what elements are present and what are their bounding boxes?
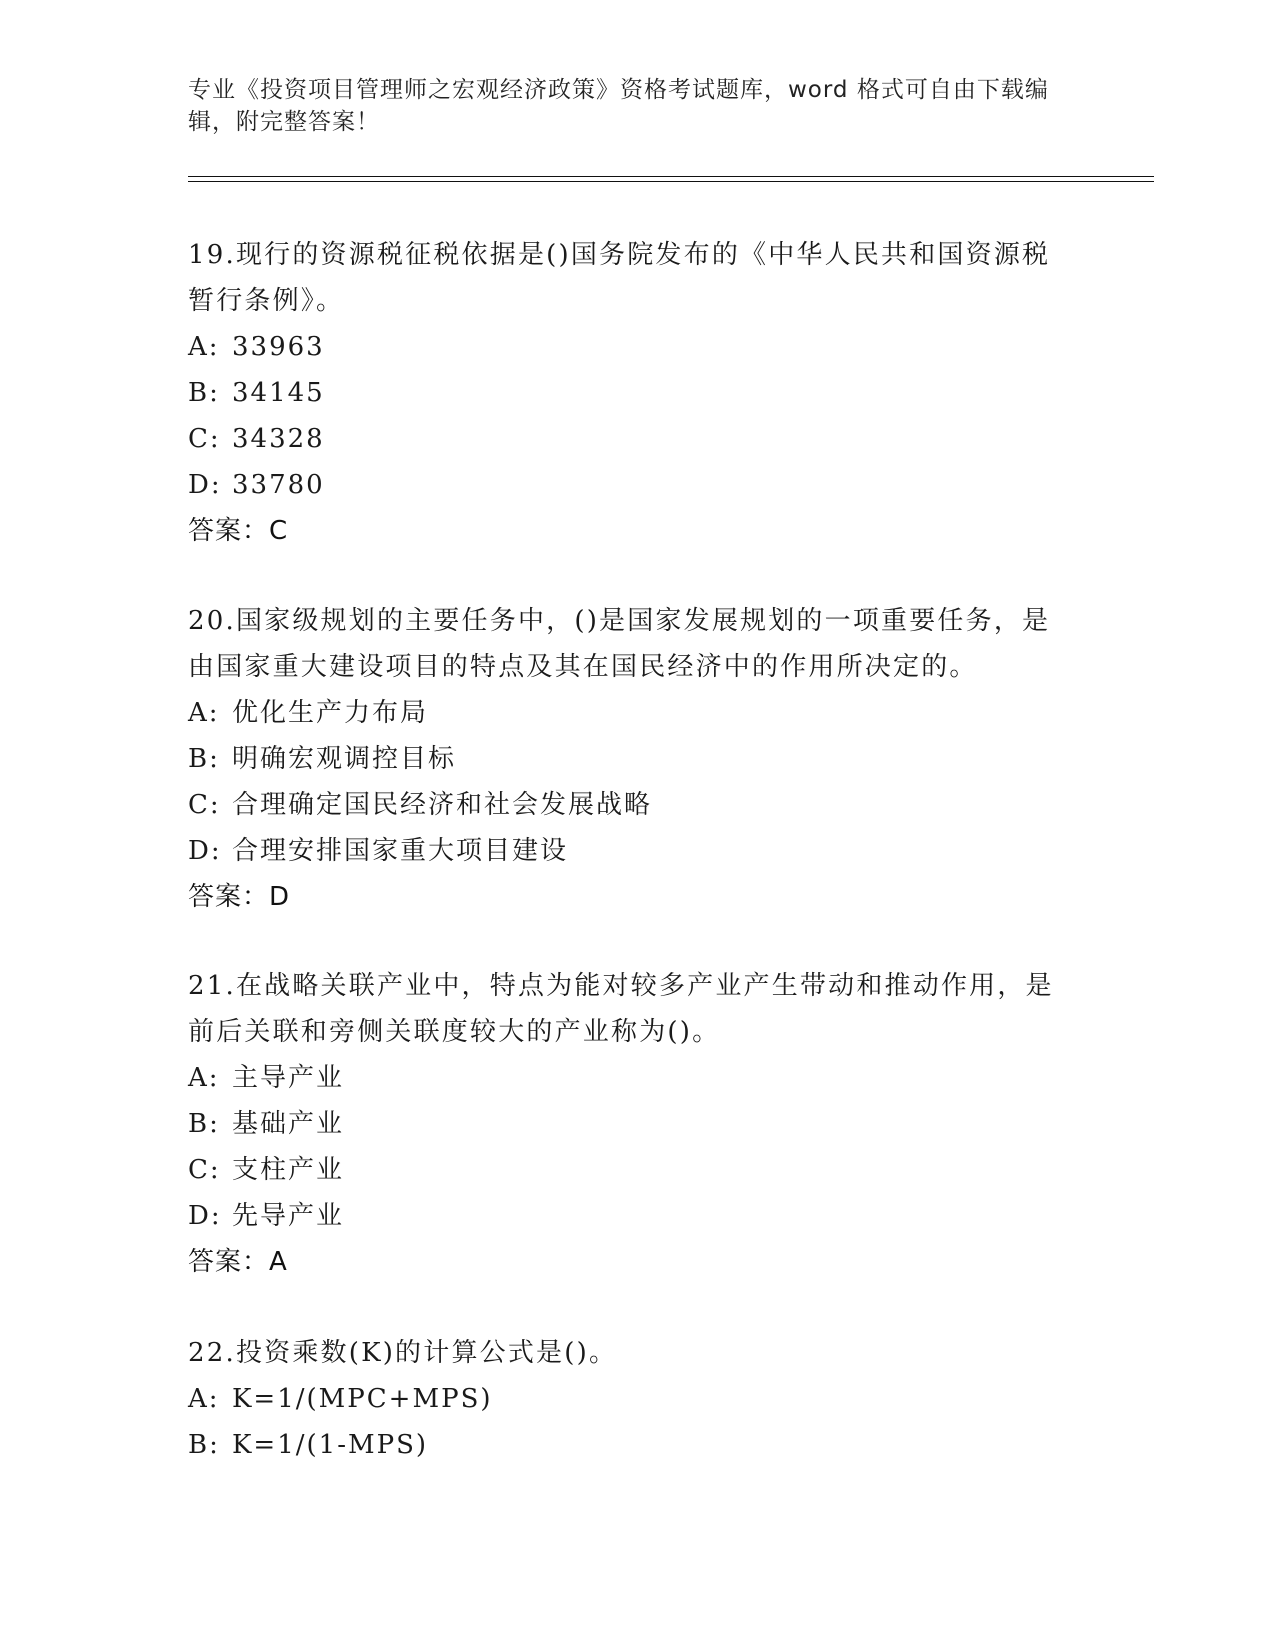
- answer-label: 答案：A: [188, 1247, 288, 1277]
- header-line-2: 辑，附完整答案！: [188, 109, 380, 135]
- option-letter: C:: [188, 1155, 221, 1185]
- option-text: 基础产业: [232, 1109, 345, 1139]
- option-letter: A:: [188, 698, 220, 728]
- option-letter: A:: [188, 332, 220, 362]
- option-c: [188, 1147, 1088, 1193]
- question-stem: [188, 963, 1088, 1055]
- question-20: [188, 598, 1088, 920]
- option-text: K=1/(1-MPS): [232, 1430, 429, 1460]
- question-stem-line-1: 21.在战略关联产业中，特点为能对较多产业产生带动和推动作用，是: [188, 971, 1054, 1001]
- question-stem-line-1: 20.国家级规划的主要任务中，()是国家发展规划的一项重要任务，是: [188, 606, 1051, 636]
- question-stem: [188, 598, 1088, 690]
- option-letter: D:: [188, 470, 222, 500]
- question-stem-line-2: 由国家重大建设项目的特点及其在国民经济中的作用所决定的。: [188, 652, 978, 682]
- option-text: 先导产业: [232, 1201, 345, 1231]
- question-stem-line-2: 暂行条例》。: [188, 286, 345, 316]
- question-19: [188, 232, 1088, 554]
- option-letter: B:: [188, 378, 220, 408]
- option-a: [188, 1055, 1088, 1101]
- header-line-1: 专业《投资项目管理师之宏观经济政策》资格考试题库，word 格式可自由下载编: [188, 77, 1049, 103]
- option-d: [188, 1193, 1088, 1239]
- question-stem-line-1: 22.投资乘数(K)的计算公式是()。: [188, 1338, 618, 1368]
- option-text: 33963: [232, 332, 325, 362]
- option-letter: B:: [188, 1430, 220, 1460]
- option-letter: B:: [188, 1109, 220, 1139]
- option-a: [188, 690, 1088, 736]
- option-text: K=1/(MPC+MPS): [232, 1384, 493, 1414]
- option-a: [188, 324, 1088, 370]
- option-text: 合理确定国民经济和社会发展战略: [232, 790, 653, 820]
- option-b: [188, 736, 1088, 782]
- question-21: [188, 963, 1088, 1285]
- answer-label: 答案：D: [188, 882, 291, 912]
- header-divider-bottom: [188, 181, 1154, 182]
- question-stem: [188, 232, 1088, 324]
- option-d: [188, 828, 1088, 874]
- option-letter: B:: [188, 744, 220, 774]
- option-c: [188, 416, 1088, 462]
- question-stem-line-2: 前后关联和旁侧关联度较大的产业称为()。: [188, 1017, 721, 1047]
- option-letter: D:: [188, 1201, 222, 1231]
- question-22: [188, 1330, 1088, 1468]
- option-letter: A:: [188, 1384, 220, 1414]
- option-letter: C:: [188, 790, 221, 820]
- document-header: [188, 74, 1088, 138]
- question-stem: [188, 1330, 1088, 1376]
- option-text: 34328: [232, 424, 325, 454]
- question-stem-line-1: 19.现行的资源税征税依据是()国务院发布的《中华人民共和国资源税: [188, 240, 1051, 270]
- answer-label: 答案：C: [188, 516, 289, 546]
- option-letter: A:: [188, 1063, 220, 1093]
- option-text: 明确宏观调控目标: [232, 744, 457, 774]
- option-text: 支柱产业: [232, 1155, 345, 1185]
- option-text: 33780: [232, 470, 325, 500]
- option-d: [188, 462, 1088, 508]
- option-b: [188, 1422, 1088, 1468]
- option-text: 主导产业: [232, 1063, 345, 1093]
- option-letter: C:: [188, 424, 221, 454]
- option-text: 优化生产力布局: [232, 698, 429, 728]
- option-text: 34145: [232, 378, 325, 408]
- option-text: 合理安排国家重大项目建设: [232, 836, 569, 866]
- header-divider-top: [188, 176, 1154, 177]
- option-b: [188, 370, 1088, 416]
- option-b: [188, 1101, 1088, 1147]
- option-letter: D:: [188, 836, 222, 866]
- option-c: [188, 782, 1088, 828]
- option-a: [188, 1376, 1088, 1422]
